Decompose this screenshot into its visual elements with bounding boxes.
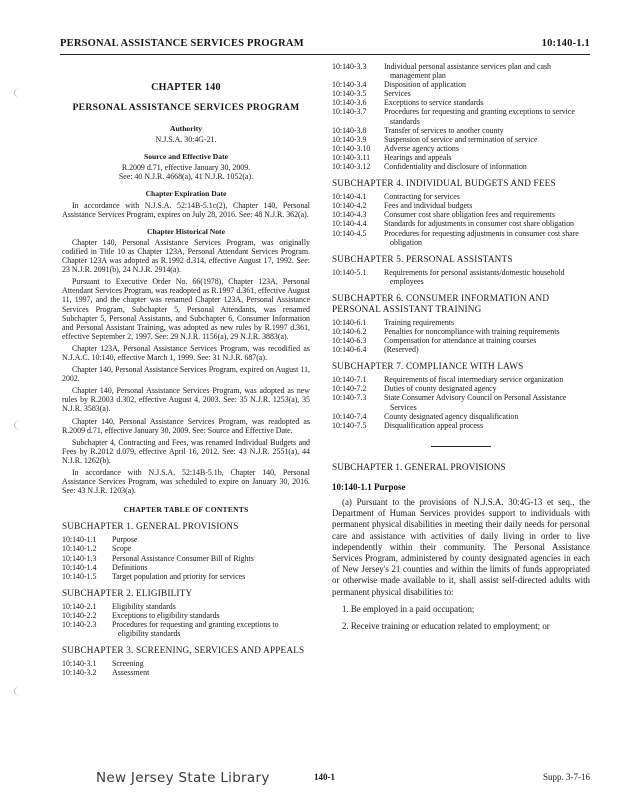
toc-entry-number: 10:140-4.1 [332,192,367,202]
toc-list [62,535,310,580]
toc-entry-number: 10:140-3.3 [332,62,367,71]
toc-entry-number: 10:140-7.5 [332,420,367,430]
toc-entry [332,393,590,411]
separator-rule [431,446,491,447]
toc-list [62,602,310,638]
toc-list [332,192,590,247]
toc-entry [62,535,310,544]
left-column [62,62,310,677]
toc-entry-title: Exceptions to service standards [384,98,484,108]
toc-entry-number: 10:140-4.5 [332,228,367,238]
toc-entry [62,554,310,563]
toc-entry-number: 10:140-1.4 [62,562,97,572]
toc-entry-title: Duties of county designated agency [384,384,497,394]
authority-heading: Authority [169,124,203,133]
section-heading: 10:140-1.1 Purpose [332,481,406,492]
toc-entry [332,219,590,228]
toc-entry [332,144,590,153]
toc-entry-number: 10:140-4.3 [332,210,367,220]
toc-entry-number: 10:140-5.1 [332,267,367,277]
history-paragraph: In accordance with N.J.S.A. 52:14B-5.1b, Chapter 140, Personal Assistance Services Program, was scheduled to expire on January 30, 2016. See: 43 N.J.R. 1203(a). [62,468,310,496]
toc-subchapter-heading: SUBCHAPTER 6. CONSUMER INFORMATION AND PERSONAL ASSISTANT TRAINING [332,292,550,314]
toc-entry-title: Confidentiality and disclosure of information [384,162,527,172]
toc-entry [332,375,590,384]
toc-entry-title: Exceptions to eligibility standards [112,610,220,620]
body-list-item: 1. Be employed in a paid occupation; [342,603,475,614]
toc-entry [62,659,310,668]
toc-entry-title: Disqualification appeal process [384,420,484,430]
toc-entry-title: Penalties for noncompliance with training requirements [384,326,560,336]
body-subchapter-heading: SUBCHAPTER 1. GENERAL PROVISIONS [332,462,506,473]
header-section-number: 10:140-1.1 [541,38,590,49]
toc-entry [332,336,590,345]
toc-entry-number: 10:140-1.1 [62,535,97,545]
toc-entry-number: 10:140-3.2 [62,668,97,678]
toc-entry [62,611,310,620]
source-line: R.2009 d.71, effective January 30, 2009. [121,163,251,173]
toc-entry-number: 10:140-6.3 [332,336,367,346]
toc-entry [332,89,590,98]
history-paragraph: Chapter 140, Personal Assistance Services Program, was originally codified in Title 10 as Chapter 123A, Personal Attendant Services Program. Chapter 123A was adopted as R.1992 d.314, effective August 17, 1992. See: 23 N.J.R. 2091(b), 24 N.J.R. 2914(a). [62,237,310,275]
toc-entry-number: 10:140-1.3 [62,553,97,563]
source-heading: Source and Effective Date [143,152,228,162]
library-watermark: New Jersey State Library [96,770,270,786]
right-column [332,62,590,638]
toc-entry [332,384,590,393]
toc-entry-title: Personal Assistance Consumer Bill of Rights [112,553,254,563]
history-paragraph: Pursuant to Executive Order No. 66(1978), Chapter 123A, Personal Attendant Services Program, was readopted as R.1997 d.361, effective August 11, 1997, and the chapter was renamed Chapter 123A, Personal Assistance Services Program, Subchapter 5, Personal Attendants, was renamed Subchapter 5, Personal Assistants, and Subchapter 6, Consumer Information and Personal Assistant Training, was adopted as new rules by R.1997 d.361, effective September 2, 1997. See: 29 N.J.R. 1156(a), 29 N.J.R. 3883(a). [62,277,310,341]
toc-subchapter-heading: SUBCHAPTER 3. SCREENING, SERVICES AND APPEALS [62,645,305,656]
toc-entry-title: Purpose [112,535,138,545]
chapter-number: CHAPTER 140 [151,82,221,93]
toc-entry-number: 10:140-1.5 [62,571,97,581]
toc-entry-title: Requirements for personal assistants/domestic household employees [384,267,565,286]
toc-entry [332,318,590,327]
authority-text: N.J.S.A. 30:4G-21. [155,135,217,145]
toc-subchapter-heading: SUBCHAPTER 2. ELIGIBILITY [62,587,193,598]
chapter-title: PERSONAL ASSISTANCE SERVICES PROGRAM [72,102,300,113]
expiration-text: In accordance with N.J.S.A. 52:14B-5.1c(2), Chapter 140, Personal Assistance Services Program, expires on July 28, 2016. See: 48 N.J.R. 362(a). [62,200,310,219]
toc-entry-title: County designated agency disqualification [384,411,519,421]
toc-entry-number: 10:140-3.11 [332,152,371,162]
toc-entry-number: 10:140-6.4 [332,345,367,355]
toc-entry-title: Eligibility standards [112,601,176,611]
running-header [60,38,590,52]
scan-margin-mark [14,686,27,696]
toc-entry-title: (Reserved) [384,345,419,355]
toc-entry-title: Training requirements [384,317,455,327]
toc-entry [332,327,590,336]
toc-entry-number: 10:140-7.3 [332,393,367,403]
toc-entry-title: Definitions [112,562,148,572]
toc-entry-number: 10:140-2.1 [62,601,97,611]
toc-entry [62,620,310,638]
toc-entry [332,98,590,107]
toc-entry [332,62,590,80]
toc-entry-number: 10:140-3.10 [332,143,371,153]
history-paragraph: Chapter 123A, Personal Assistance Services Program, was recodified as N.J.A.C. 10:140, effective March 1, 1999. See: 31 N.J.R. 687(a). [62,343,310,362]
toc-entry-number: 10:140-3.4 [332,80,367,90]
toc-heading: CHAPTER TABLE OF CONTENTS [123,505,249,515]
toc-subchapter-heading: SUBCHAPTER 7. COMPLIANCE WITH LAWS [332,361,524,372]
page-footer [96,770,590,786]
toc-entry-title: Procedures for requesting and granting exceptions to eligibility standards [112,620,279,639]
toc-entry [332,135,590,144]
body-paragraph: (a) Pursuant to the provisions of N.J.S.A. 30:4G-13 et seq., the Department of Human Services provides support to individuals with permanent physical disabilities in meeting their daily needs for personal care and assistance with activities of daily living in order to live independently within their community. The Personal Assistance Services Program, administered by county designated agencies in each of New Jersey's 21 counties and within the limits of funds appropriated or otherwise made available to it, shall assist self-directed adults with permanent physical disabilities to: [332,496,590,597]
toc-entry-title: Standards for adjustments in consumer cost share obligation [384,219,574,229]
toc-entry-title: Requirements of fiscal intermediary service organization [384,375,564,385]
toc-entry-title: Screening [112,659,144,669]
toc-entry-title: Hearings and appeals [384,152,452,162]
toc-entry-number: 10:140-4.4 [332,219,367,229]
toc-entry [62,544,310,553]
toc-entry-title: Target population and priority for services [112,571,246,581]
supplement-date: Supp. 3-7-16 [543,772,590,782]
header-rule [60,54,590,55]
toc-list [62,659,310,677]
toc-entry-title: Services [384,89,411,99]
history-paragraph: Chapter 140, Personal Assistance Services Program, was readopted as R.2009 d.71, effective January 30, 2009. See: Source and Effective Date. [62,416,310,435]
body-list-item: 2. Receive training or education related to employment; or [342,620,550,631]
toc-entry-title: Assessment [112,668,150,678]
history-paragraph: Chapter 140, Personal Assistance Services Program, expired on August 11, 2002. [62,365,310,384]
toc-list [332,268,590,286]
toc-entry-number: 10:140-3.6 [332,98,367,108]
toc-entry-title: Procedures for requesting adjustments in consumer cost share obligation [384,228,579,247]
toc-entry-number: 10:140-1.2 [62,544,97,554]
toc-entry [332,268,590,286]
toc-entry [62,572,310,581]
toc-entry-number: 10:140-4.2 [332,201,367,211]
toc-entry-title: Individual personal assistance services plan and cash management plan [384,62,551,81]
toc-entry-title: Transfer of services to another county [384,125,504,135]
toc-entry-number: 10:140-3.1 [62,659,97,669]
toc-entry-number: 10:140-2.3 [62,620,97,630]
toc-entry [332,153,590,162]
toc-subchapter-heading: SUBCHAPTER 1. GENERAL PROVISIONS [62,521,239,532]
toc-entry-title: State Consumer Advisory Council on Personal Assistance Services [384,393,567,412]
toc-list [332,62,590,171]
toc-entry-number: 10:140-3.5 [332,89,367,99]
toc-entry [332,192,590,201]
toc-entry-number: 10:140-2.2 [62,610,97,620]
source-line: See: 40 N.J.R. 4668(a), 41 N.J.R. 1052(a). [118,172,254,182]
toc-entry [332,345,590,354]
toc-entry [332,412,590,421]
toc-entry-number: 10:140-3.9 [332,134,367,144]
toc-entry-number: 10:140-7.4 [332,411,367,421]
toc-entry [62,563,310,572]
toc-entry-title: Consumer cost share obligation fees and requirements [384,210,555,220]
toc-entry-number: 10:140-3.12 [332,162,371,172]
toc-entry-number: 10:140-6.1 [332,317,367,327]
history-paragraph: Chapter 140, Personal Assistance Services Program, was adopted as new rules by R.2003 d.302, effective August 4, 2003. See: 35 N.J.R. 1253(a), 35 N.J.R. 3583(a). [62,386,310,414]
toc-entry-number: 10:140-7.2 [332,384,367,394]
toc-entry [332,162,590,171]
toc-entry-number: 10:140-6.2 [332,326,367,336]
toc-list [332,318,590,354]
toc-subchapter-heading: SUBCHAPTER 4. INDIVIDUAL BUDGETS AND FEES [332,178,556,189]
toc-entry [332,421,590,430]
toc-list [332,375,590,430]
scan-margin-mark [14,420,27,430]
toc-entry [332,229,590,247]
toc-entry-title: Procedures for requesting and granting exceptions to service standards [384,107,575,126]
toc-entry [332,107,590,125]
page-number: 140-1 [314,772,335,782]
toc-entry-title: Scope [112,544,132,554]
history-paragraph: Subchapter 4, Contracting and Fees, was renamed Individual Budgets and Fees by R.2012 d.079, effective April 16, 2012. See: 43 N.J.R. 2551(a), 44 N.J.R. 1262(b). [62,437,310,465]
toc-entry-title: Fees and individual budgets [384,201,473,211]
toc-entry-title: Adverse agency actions [384,143,459,153]
toc-entry-number: 10:140-7.1 [332,375,367,385]
toc-entry-number: 10:140-3.8 [332,125,367,135]
scan-margin-mark [14,88,27,98]
toc-entry-title: Compensation for attendance at training courses [384,336,537,346]
toc-entry [332,210,590,219]
header-title: PERSONAL ASSISTANCE SERVICES PROGRAM [60,38,304,49]
toc-entry [332,201,590,210]
toc-entry [62,668,310,677]
toc-entry [62,602,310,611]
toc-entry-number: 10:140-3.7 [332,107,367,117]
history-heading: Chapter Historical Note [147,226,225,236]
toc-subchapter-heading: SUBCHAPTER 5. PERSONAL ASSISTANTS [332,253,513,264]
expiration-heading: Chapter Expiration Date [145,189,227,199]
toc-entry [332,80,590,89]
toc-entry [332,126,590,135]
toc-entry-title: Contracting for services [384,192,460,202]
toc-entry-title: Disposition of application [384,80,466,90]
toc-entry-title: Suspension of service and termination of service [384,134,538,144]
